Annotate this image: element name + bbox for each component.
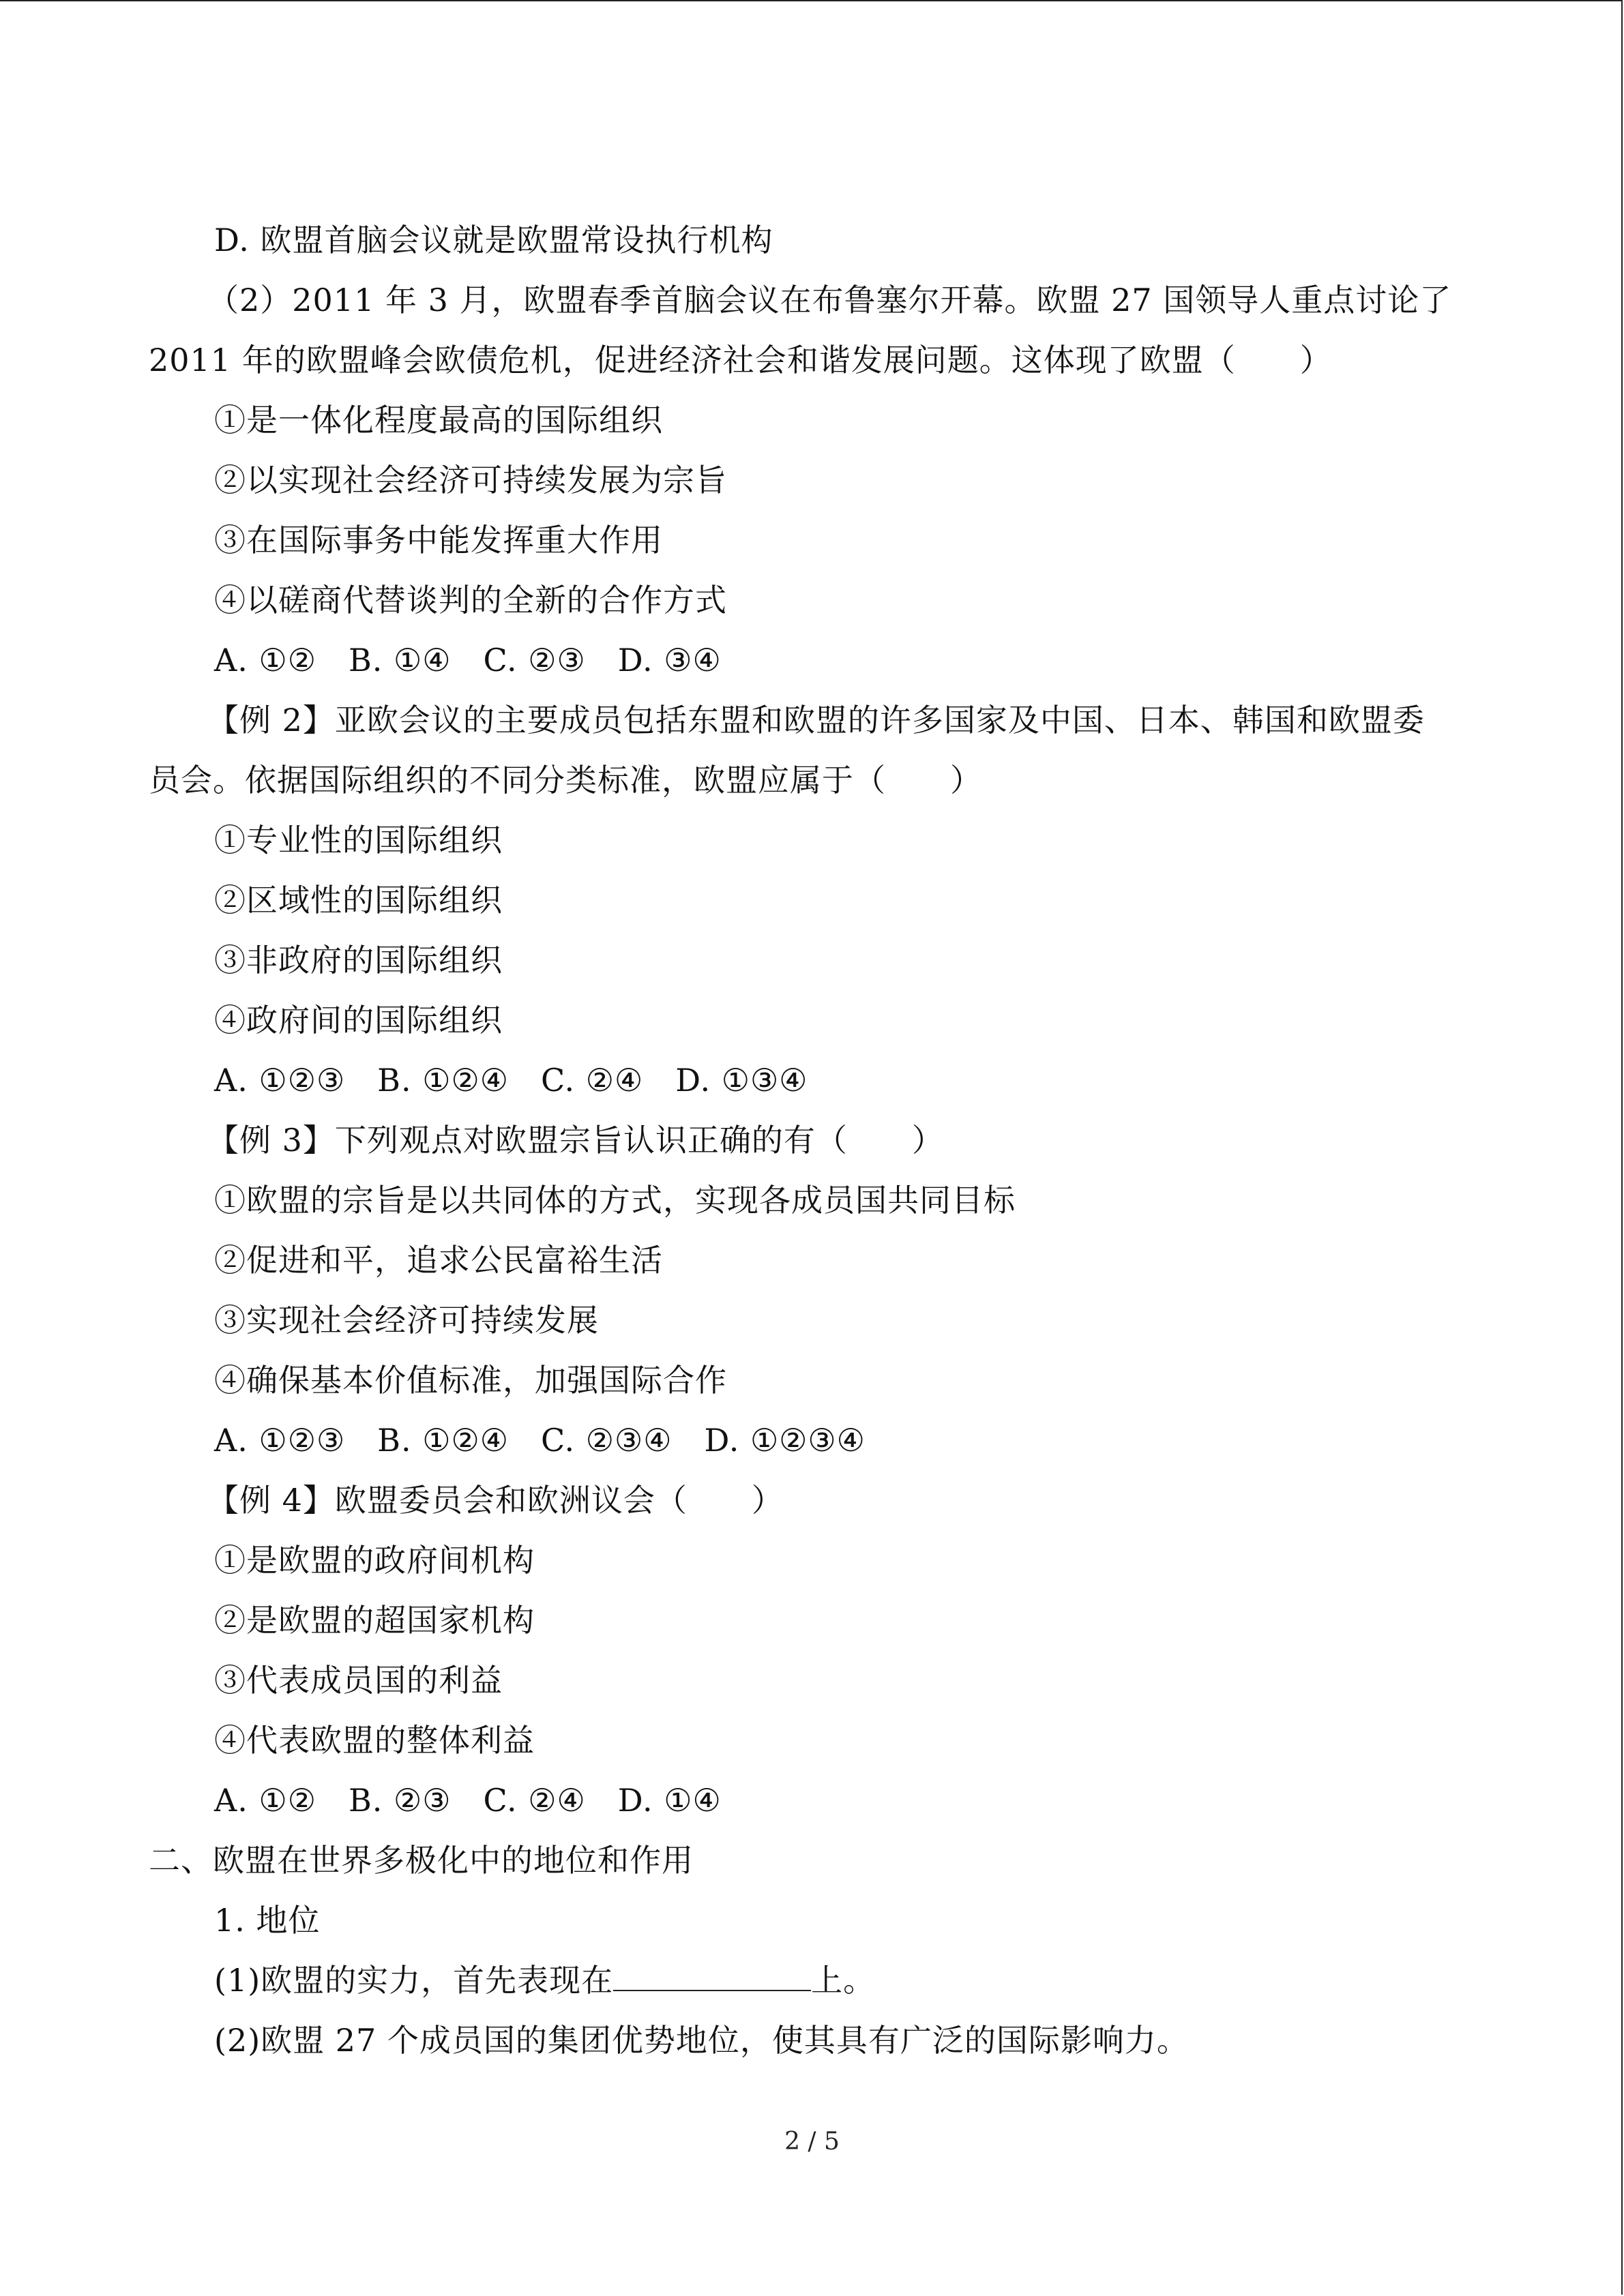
ex4-item-3: ③代表成员国的利益 xyxy=(214,1662,503,1699)
fill-blank-line xyxy=(149,1950,1458,2010)
ex2-item-4: ④政府间的国际组织 xyxy=(214,1002,503,1039)
ex2-item-1: ①专业性的国际组织 xyxy=(214,822,503,859)
example-3-stem: 【例 3】下列观点对欧盟宗旨认识正确的有（ ） xyxy=(207,1122,944,1159)
subsection-1-heading: 1. 地位 xyxy=(214,1902,321,1939)
ex4-item-2: ②是欧盟的超国家机构 xyxy=(214,1602,535,1639)
option-d-line: D. 欧盟首脑会议就是欧盟常设执行机构 xyxy=(214,222,773,258)
q2-item-1: ①是一体化程度最高的国际组织 xyxy=(214,402,663,438)
fill-blank-prefix: (1)欧盟的实力，首先表现在 xyxy=(214,1962,614,1999)
document-body xyxy=(149,210,1458,2070)
ex4-item-4: ④代表欧盟的整体利益 xyxy=(214,1722,535,1759)
fill-blank-suffix: 上。 xyxy=(811,1962,876,1999)
ex3-answer-options: A. ①②③ B. ①②④ C. ②③④ D. ①②③④ xyxy=(214,1422,866,1459)
example-2-line-1: 【例 2】亚欧会议的主要成员包括东盟和欧盟的许多国家及中国、日本、韩国和欧盟委 xyxy=(207,702,1425,739)
answer-blank[interactable] xyxy=(613,1963,811,1991)
ex4-answer-options: A. ①② B. ②③ C. ②④ D. ①④ xyxy=(214,1782,722,1819)
ex2-answer-options: A. ①②③ B. ①②④ C. ②④ D. ①③④ xyxy=(214,1062,808,1099)
ex3-item-4: ④确保基本价值标准，加强国际合作 xyxy=(214,1362,727,1399)
ex3-item-1: ①欧盟的宗旨是以共同体的方式，实现各成员国共同目标 xyxy=(214,1182,1016,1219)
ex4-item-1: ①是欧盟的政府间机构 xyxy=(214,1542,535,1579)
q2-item-4: ④以磋商代替谈判的全新的合作方式 xyxy=(214,582,727,618)
point-2-line: (2)欧盟 27 个成员国的集团优势地位，使其具有广泛的国际影响力。 xyxy=(214,2022,1189,2059)
q2-answer-options: A. ①② B. ①④ C. ②③ D. ③④ xyxy=(214,642,722,679)
ex3-item-3: ③实现社会经济可持续发展 xyxy=(214,1302,599,1339)
q2-item-2: ②以实现社会经济可持续发展为宗旨 xyxy=(214,462,727,498)
example-2-line-2: 员会。依据国际组织的不同分类标准，欧盟应属于（ ） xyxy=(149,762,982,799)
question-2-line-1: （2）2011 年 3 月，欧盟春季首脑会议在布鲁塞尔开幕。欧盟 27 国领导人重点讨论了 xyxy=(207,282,1452,318)
q2-item-3: ③在国际事务中能发挥重大作用 xyxy=(214,522,663,558)
section-2-heading: 二、欧盟在世界多极化中的地位和作用 xyxy=(149,1842,694,1879)
ex2-item-2: ②区域性的国际组织 xyxy=(214,882,503,919)
ex3-item-2: ②促进和平，追求公民富裕生活 xyxy=(214,1242,663,1279)
question-2-line-2: 2011 年的欧盟峰会欧债危机，促进经济社会和谐发展问题。这体现了欧盟（ ） xyxy=(149,342,1332,378)
ex2-item-3: ③非政府的国际组织 xyxy=(214,942,503,979)
example-4-stem: 【例 4】欧盟委员会和欧洲议会（ ） xyxy=(207,1482,784,1519)
page-number: 2 / 5 xyxy=(784,2128,840,2156)
